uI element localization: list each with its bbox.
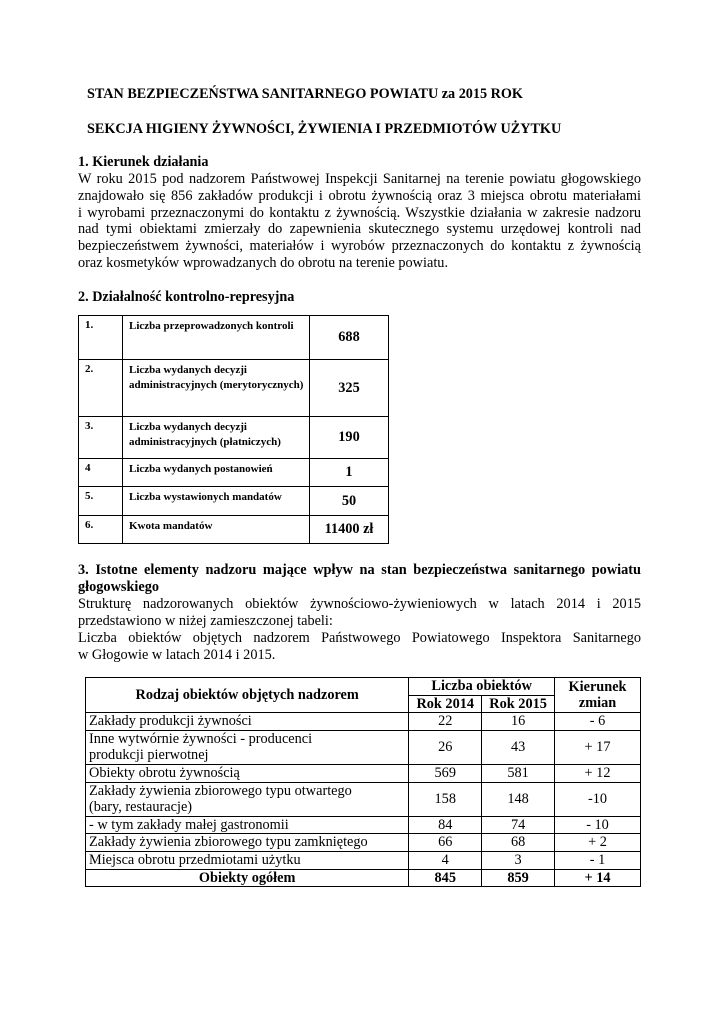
- table-row: [86, 713, 641, 731]
- cell-2014: 26: [409, 730, 482, 764]
- paragraph-line: przedstawiono w niżej zamieszczonej tabeli:: [78, 612, 333, 629]
- cell-name: Zakłady żywienia zbiorowego typu otwartego (bary, restauracje): [86, 782, 409, 816]
- row-number: 4: [79, 459, 123, 487]
- cell-2015: 3: [482, 851, 555, 869]
- cell-2015: 74: [482, 816, 555, 834]
- section1-paragraph: [78, 171, 641, 272]
- table-row: [79, 417, 389, 459]
- section1-line: W roku 2015 pod nadzorem Państwowej Inspekcji Sanitarnej na terenie powiatu głogowskiego: [78, 171, 641, 187]
- table-row: [79, 516, 389, 544]
- cell-change: - 6: [555, 713, 641, 731]
- cell-name: Zakłady produkcji żywności: [86, 713, 409, 731]
- row-number: 6.: [79, 516, 123, 544]
- paragraph-line: w Głogowie w latach 2014 i 2015.: [78, 646, 276, 663]
- row-number: 3.: [79, 417, 123, 459]
- section1-line: i wyrobami przeznaczonymi do kontaktu z żywnością. Wszystkie działania w zakresie nadzoru: [78, 204, 641, 221]
- objects-table: [85, 677, 641, 887]
- row-label: Liczba wystawionych mandatów: [123, 487, 310, 516]
- section2-heading: 2. Działalność kontrolno-represyjna: [78, 289, 295, 305]
- section1-line: znajdowało się 856 zakładów produkcji i obrotu żywnością oraz 3 miejsca obrotu materiałami: [78, 187, 641, 204]
- cell-2014: 66: [409, 834, 482, 852]
- row-value: 325: [310, 360, 389, 417]
- cell-name: - w tym zakłady małej gastronomii: [86, 816, 409, 834]
- row-label: Liczba przeprowadzonych kontroli: [123, 316, 310, 360]
- section3-paragraph2: [78, 630, 641, 664]
- cell-2014: 569: [409, 764, 482, 782]
- cell-2015: 43: [482, 730, 555, 764]
- cell-2015: 859: [482, 869, 555, 887]
- section1-heading: 1. Kierunek działania: [78, 154, 209, 170]
- cell-name: Miejsca obrotu przedmiotami użytku: [86, 851, 409, 869]
- cell-change: + 12: [555, 764, 641, 782]
- table-row: [86, 834, 641, 852]
- table-row: [86, 764, 641, 782]
- cell-2014: 4: [409, 851, 482, 869]
- cell-2014: 158: [409, 782, 482, 816]
- cell-2015: 16: [482, 713, 555, 731]
- cell-2015: 148: [482, 782, 555, 816]
- paragraph-line: Strukturę nadzorowanych obiektów żywnościowo-żywieniowych w latach 2014 i 2015: [78, 596, 641, 612]
- column-header-change-line: zmian: [578, 695, 617, 712]
- cell-2014: 84: [409, 816, 482, 834]
- cell-change: + 14: [555, 869, 641, 887]
- cell-change: + 2: [555, 834, 641, 852]
- section1-line: oraz kosmetyków wprowadzanych do obrotu na terenie powiatu.: [78, 254, 449, 271]
- row-value: 688: [310, 316, 389, 360]
- cell-name: Obiekty ogółem: [86, 869, 409, 887]
- row-value: 11400 zł: [310, 516, 389, 544]
- paragraph-line: Liczba obiektów objętych nadzorem Państwowego Powiatowego Inspektora Sanitarnego: [78, 630, 641, 646]
- cell-name: Zakłady żywienia zbiorowego typu zamkniętego: [86, 834, 409, 852]
- cell-change: - 1: [555, 851, 641, 869]
- row-label: Liczba wydanych decyzji administracyjnych (merytorycznych): [123, 360, 310, 417]
- control-activity-table: [78, 315, 389, 544]
- column-header-count: Liczba obiektów: [409, 678, 555, 696]
- section3-heading-line: głogowskiego: [78, 578, 160, 595]
- document-subtitle: SEKCJA HIGIENY ŻYWNOŚCI, ŻYWIENIA I PRZEDMIOTÓW UŻYTKU: [87, 121, 562, 137]
- row-value: 190: [310, 417, 389, 459]
- table-row: [79, 459, 389, 487]
- row-value: 1: [310, 459, 389, 487]
- row-label: Liczba wydanych decyzji administracyjnych (płatniczych): [123, 417, 310, 459]
- column-header-2015: Rok 2015: [482, 695, 555, 713]
- column-header-2014: Rok 2014: [409, 695, 482, 713]
- cell-name: Obiekty obrotu żywnością: [86, 764, 409, 782]
- cell-2014: 845: [409, 869, 482, 887]
- cell-change: -10: [555, 782, 641, 816]
- cell-2015: 68: [482, 834, 555, 852]
- row-number: 1.: [79, 316, 123, 360]
- row-value: 50: [310, 487, 389, 516]
- section3-paragraph1: [78, 596, 641, 630]
- section1-line: bezpieczeństwem żywności, materiałów i wyrobów przeznaczonych do kontaktu z żywnością: [78, 238, 641, 255]
- cell-change: - 10: [555, 816, 641, 834]
- row-number: 5.: [79, 487, 123, 516]
- table-total-row: [86, 869, 641, 887]
- section3-heading-line: 3. Istotne elementy nadzoru mające wpływ na stan bezpieczeństwa sanitarnego powiatu: [78, 562, 641, 578]
- column-header-change: [555, 678, 641, 713]
- cell-2015: 581: [482, 764, 555, 782]
- column-header-change-line: Kierunek: [568, 678, 627, 695]
- table-row: [79, 360, 389, 417]
- row-label: Liczba wydanych postanowień: [123, 459, 310, 487]
- table-row: [79, 487, 389, 516]
- row-label: Kwota mandatów: [123, 516, 310, 544]
- table-row: [86, 782, 641, 816]
- table-row: [86, 816, 641, 834]
- row-number: 2.: [79, 360, 123, 417]
- cell-name: Inne wytwórnie żywności - producenci produkcji pierwotnej: [86, 730, 409, 764]
- table-row: [86, 851, 641, 869]
- table-header-row: [86, 678, 641, 696]
- section3-heading: [78, 562, 641, 596]
- column-header-type: Rodzaj obiektów objętych nadzorem: [86, 678, 409, 713]
- table-row: [86, 730, 641, 764]
- document-title: STAN BEZPIECZEŃSTWA SANITARNEGO POWIATU za 2015 ROK: [87, 86, 523, 102]
- cell-2014: 22: [409, 713, 482, 731]
- table-row: [79, 316, 389, 360]
- cell-change: + 17: [555, 730, 641, 764]
- section1-line: nad tymi obiektami zmierzały do zapewnienia skutecznego systemu urzędowej kontroli nad: [78, 221, 641, 238]
